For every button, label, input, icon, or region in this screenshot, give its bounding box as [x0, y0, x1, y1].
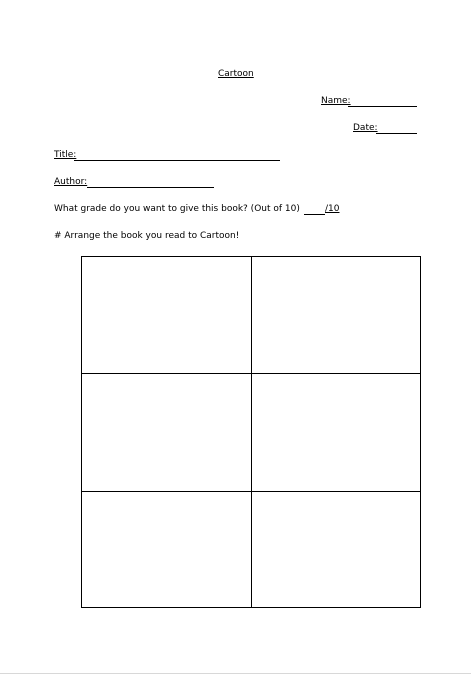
date-label: Date: — [353, 123, 378, 133]
worksheet-title: Cartoon — [218, 69, 254, 79]
cartoon-panel-grid — [81, 256, 421, 608]
author-field-line[interactable] — [87, 187, 214, 188]
cartoon-panel-3[interactable] — [82, 374, 251, 491]
date-field-line[interactable] — [376, 133, 417, 134]
cartoon-panel-1[interactable] — [82, 257, 251, 373]
grade-question: What grade do you want to give this book? (Out of 10) — [54, 204, 300, 214]
name-field-line[interactable] — [348, 106, 417, 107]
cartoon-panel-2[interactable] — [252, 257, 420, 373]
grade-suffix: /10 — [325, 204, 340, 214]
grade-field-line[interactable] — [304, 214, 325, 215]
book-title-field-line[interactable] — [74, 160, 280, 161]
cartoon-panel-5[interactable] — [82, 492, 251, 607]
cartoon-panel-6[interactable] — [252, 492, 420, 607]
cartoon-panel-4[interactable] — [252, 374, 420, 491]
name-label: Name: — [321, 96, 351, 106]
author-label: Author: — [54, 177, 88, 187]
cartoon-instruction: # Arrange the book you read to Cartoon! — [54, 231, 240, 241]
book-title-label: Title: — [54, 150, 77, 160]
